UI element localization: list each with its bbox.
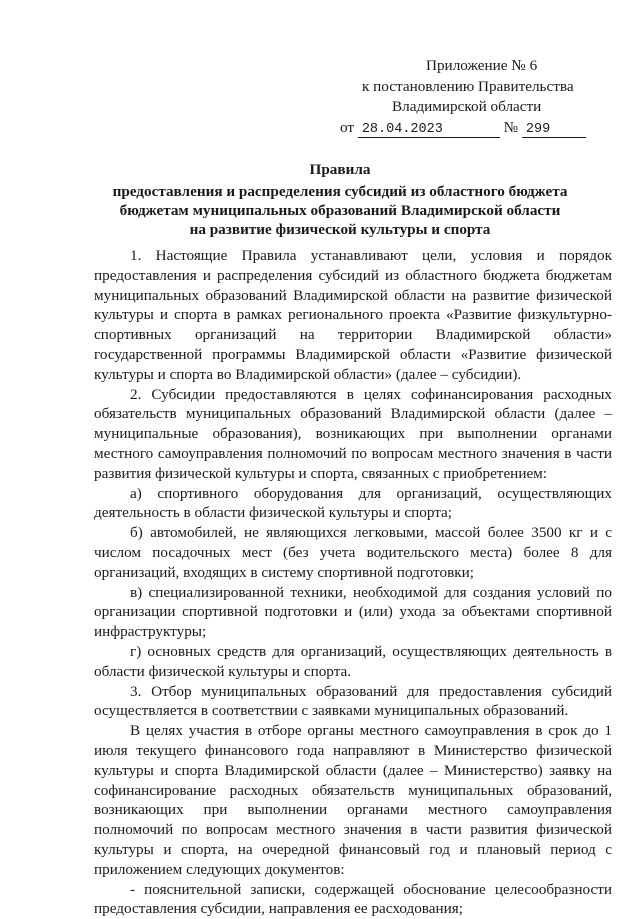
annex-resolution-number: 299 [522,122,586,138]
paragraph-1: 1. Настоящие Правила устанавливают цели, условия и порядок предоставления и распределения субсидий из областного бюджета бюджетам муниципальных образований Владимирской области на развитие физической культуры и спорта в рамках регионального проекта «Развитие физкультурно-спортивных организаций на территории Владимирской области» государственной программы Владимирской области «Развитие физической культуры и спорта во Владимирской области» (далее – субсидии). [94,246,612,385]
annex-number-label: № [504,119,519,136]
paragraph-2: 2. Субсидии предоставляются в целях софинансирования расходных обязательств муниципальных образований Владимирской области (далее – муниципальные образования), возникающих при выполнении органами местного самоуправления полномочий по вопросам местного значения в части развития физической культуры и спорта, связанных с приобретением: [94,385,612,484]
paragraph-3: 3. Отбор муниципальных образований для предоставления субсидий осуществляется в соответствии с заявками муниципальных образований. [94,682,612,722]
title-heading: Правила [60,160,620,179]
list-item-a: а) спортивного оборудования для организаций, осуществляющих деятельность в области физической культуры и спорта; [94,484,612,524]
annex-resolution-line: к постановлению Правительства [340,77,600,98]
document-title [60,160,620,239]
annex-date-number-line [340,118,600,139]
paragraph-selection: В целях участия в отборе органы местного самоуправления в срок до 1 июля текущего финансового года направляют в Министерство физической культуры и спорта Владимирской области (далее – Министерство) заявку на софинансирование расходных обязательств муниципальных образований, возникающих при выполнении органами местного самоуправления полномочий по вопросам местного значения в части развития физической культуры и спорта, на очередной финансовый год и плановый период с приложением следующих документов: [94,721,612,879]
title-line-2: бюджетам муниципальных образований Владимирской области [60,201,620,220]
list-item-d: г) основных средств для организаций, осуществляющих деятельность в области физической культуры и спорта. [94,642,612,682]
title-line-1: предоставления и распределения субсидий из областного бюджета [60,182,620,201]
annex-header [340,56,600,138]
list-item-c: в) специализированной техники, необходимой для создания условий по организации спортивной подготовки и (или) ухода за объектами спортивной инфраструктуры; [94,583,612,642]
title-line-3: на развитие физической культуры и спорта [60,220,620,239]
document-body [94,246,612,919]
annex-date-prefix: от [340,119,354,136]
annex-number: Приложение № 6 [340,56,600,77]
annex-date: 28.04.2023 [358,122,500,138]
list-item-b: б) автомобилей, не являющихся легковыми, массой более 3500 кг и с числом посадочных мест (без учета водительского места) более 8 для организаций, входящих в систему спортивной подготовки; [94,523,612,582]
annex-region-line: Владимирской области [340,97,600,118]
list-item-dash-1: - пояснительной записки, содержащей обоснование целесообразности предоставления субсидии, направления ее расходования; [94,880,612,919]
